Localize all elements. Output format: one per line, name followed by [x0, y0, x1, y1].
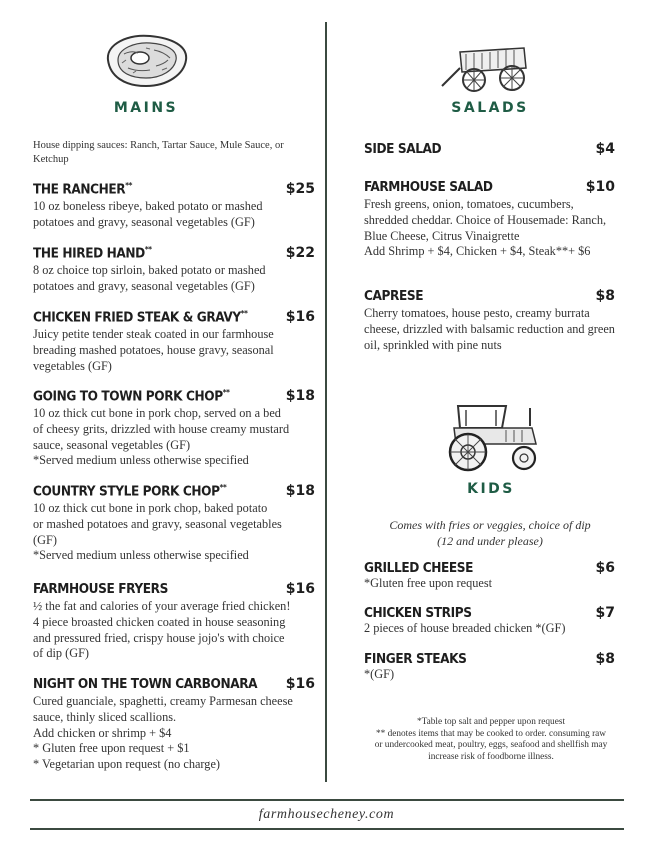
salads-item-description [364, 306, 626, 353]
description-line: Juicy petite tender steak coated in our farmhouse [33, 327, 274, 341]
description-line: *Served medium unless otherwise specified [33, 453, 249, 468]
description-line: potatoes and gravy, seasonal vegetables (GF) [33, 278, 255, 293]
description-line: ½ the fat and calories of your average fried chicken! [33, 599, 291, 613]
description-line: sauce, seasonal vegetables (GF) [33, 437, 191, 452]
description-line: and pressured fried, crispy house jojo's with choice [33, 630, 285, 645]
description-line: 4 piece broasted chicken coated in house seasoning [33, 614, 286, 629]
mains-item-price: $18 [285, 388, 315, 404]
mains-item-price: $22 [285, 245, 315, 261]
kids-item-price: $8 [595, 651, 615, 667]
salads-item-price: $4 [595, 141, 615, 157]
description-line: (GF) [33, 532, 57, 547]
description-line: * Vegetarian upon request (no charge) [33, 757, 221, 772]
kids-item-price: $7 [595, 605, 615, 621]
cooked-to-order-mark: ** [222, 388, 230, 397]
tractor-icon [436, 400, 546, 472]
kids-item-name: FINGER STEAKS [364, 651, 467, 667]
description-line: * Gluten free upon request + $1 [33, 741, 190, 756]
salads-item-name: SIDE SALAD [364, 141, 442, 157]
steak-icon [98, 30, 194, 92]
kids-item-name: CHICKEN STRIPS [364, 605, 472, 621]
column-divider [325, 22, 327, 782]
mains-item-price: $16 [285, 676, 315, 692]
wagon-icon [440, 38, 540, 94]
website-link[interactable]: farmhousecheney.com [258, 807, 395, 822]
footnote-line-1: *Table top salt and pepper upon request [416, 717, 566, 727]
footnote-line-4: increase risk of foodborne illness. [428, 751, 554, 762]
description-line: vegetables (GF) [33, 358, 112, 373]
kids-subtitle-line-2: (12 and under please) [437, 534, 543, 548]
cooked-to-order-mark: ** [240, 309, 248, 318]
cooked-to-order-mark: ** [144, 245, 152, 254]
kids-item-price: $6 [595, 560, 615, 576]
description-line: sauce, thinly sliced scallions. [33, 709, 177, 724]
mains-item-name: FARMHOUSE FRYERS [33, 581, 168, 597]
mains-item-description [33, 694, 308, 773]
description-line: shredded cheddar. Choice of Housemade: Ranch, [364, 212, 607, 227]
description-line: Add chicken or shrimp + $4 [33, 725, 172, 740]
salads-item-price: $8 [595, 288, 615, 304]
cooked-to-order-mark: ** [125, 181, 132, 190]
description-line: 10 oz boneless ribeye, baked potato or mashed [33, 199, 263, 213]
mains-item-price: $16 [285, 581, 315, 597]
salads-item-description [364, 197, 626, 260]
mains-item-name: COUNTRY STYLE PORK CHOP** [33, 483, 227, 500]
mains-item-name: THE HIRED HAND** [33, 245, 152, 262]
mains-item-price: $25 [285, 181, 315, 197]
mains-item-description [33, 599, 308, 662]
kids-item-name: GRILLED CHEESE [364, 560, 474, 576]
salads-item-name: FARMHOUSE SALAD [364, 179, 493, 195]
description-line: Cherry tomatoes, house pesto, creamy burrata [364, 306, 590, 320]
footnote-line-3: or undercooked meat, poultry, eggs, seafood and shellfish may [374, 740, 608, 750]
mains-item-price: $18 [285, 483, 315, 499]
mains-item-price: $16 [285, 309, 315, 325]
mains-item-description [33, 327, 308, 374]
mains-item-name: NIGHT ON THE TOWN CARBONARA [33, 676, 258, 692]
description-line: 2 pieces of house breaded chicken *(GF) [364, 621, 566, 635]
description-line: Fresh greens, onion, tomatoes, cucumbers, [364, 197, 574, 211]
salads-title: SALADS [451, 100, 529, 116]
description-line: Add Shrimp + $4, Chicken + $4, Steak**+ $6 [364, 244, 591, 259]
mains-sauces-note: House dipping sauces: Ranch, Tartar Sauce, Mule Sauce, or Ketchup [33, 140, 284, 165]
description-line: Blue Cheese, Citrus Vinaigrette [364, 228, 520, 243]
kids-item-description [364, 667, 626, 683]
description-line: *Gluten free upon request [364, 576, 493, 590]
kids-subtitle-line-1: Comes with fries or veggies, choice of dip [389, 518, 591, 532]
description-line: Cured guanciale, spaghetti, creamy Parmesan cheese [33, 694, 293, 708]
footer-rule-bottom [30, 828, 624, 830]
salads-item-name: CAPRESE [364, 288, 424, 304]
mains-item-description [33, 406, 308, 469]
mains-item-description [33, 501, 308, 564]
description-line: 8 oz choice top sirloin, baked potato or mashed [33, 263, 266, 277]
description-line: oil, sprinkled with pine nuts [364, 337, 502, 352]
description-line: of cheesy grits, drizzled with house creamy mustard [33, 421, 290, 436]
description-line: or mashed potatoes and gravy, seasonal vegetables [33, 516, 282, 531]
mains-title: MAINS [113, 100, 179, 116]
mains-item-name: THE RANCHER** [33, 181, 132, 198]
description-line: *(GF) [364, 667, 395, 681]
footer-rule-top [30, 799, 624, 801]
description-line: *Served medium unless otherwise specified [33, 548, 249, 563]
salads-item-price: $10 [585, 179, 615, 195]
description-line: 10 oz thick cut bone in pork chop, served on a bed [33, 406, 281, 420]
mains-item-name: GOING TO TOWN PORK CHOP** [33, 388, 230, 405]
kids-item-description [364, 621, 626, 637]
footnote-line-2: ** denotes items that may be cooked to order. consuming raw [375, 728, 607, 739]
description-line: of dip (GF) [33, 646, 90, 661]
description-line: potatoes and gravy, seasonal vegetables (GF) [33, 214, 255, 229]
kids-title: KIDS [467, 481, 515, 497]
mains-item-description [33, 199, 308, 231]
kids-subtitle [360, 517, 620, 549]
kids-item-description [364, 576, 626, 592]
footnote [356, 717, 626, 763]
description-line: cheese, drizzled with balsamic reduction and green [364, 321, 615, 336]
mains-item-name: CHICKEN FRIED STEAK & GRAVY** [33, 309, 248, 326]
mains-item-description [33, 263, 308, 295]
description-line: 10 oz thick cut bone in pork chop, baked potato [33, 501, 268, 515]
cooked-to-order-mark: ** [219, 483, 227, 492]
description-line: breading mashed potatoes, house gravy, seasonal [33, 342, 274, 357]
